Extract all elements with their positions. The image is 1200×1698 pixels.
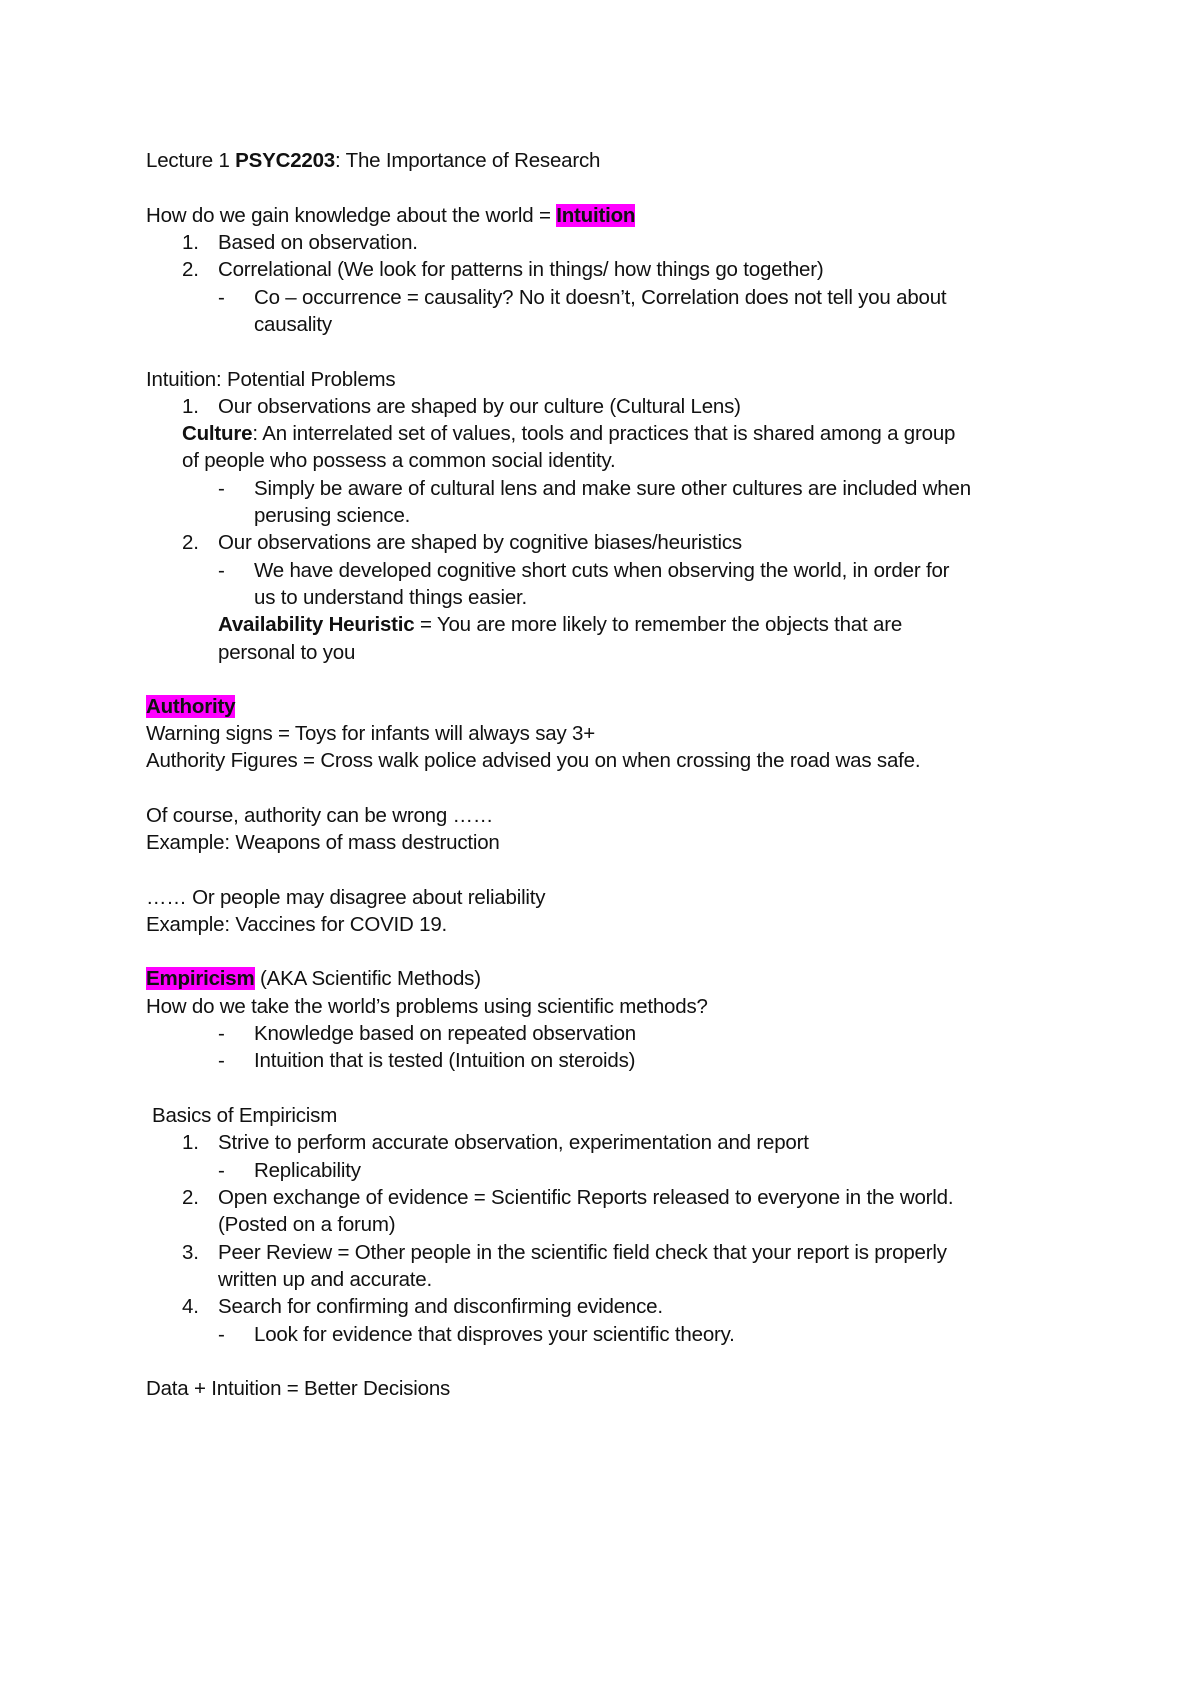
section-heading: Intuition: Potential Problems [146,368,396,391]
intuition-highlight: Intuition [556,204,636,227]
culture-definition [182,421,955,447]
list-item-continuation: (Posted on a forum) [218,1213,396,1236]
culture-definition-text: : An interrelated set of values, tools and practices that is shared among a group [252,422,956,445]
list-item [182,1294,663,1320]
dash-bullet: - [218,1323,225,1346]
dash-item-text: Knowledge based on repeated observation [254,1022,636,1045]
list-item [182,1240,947,1266]
list-number: 1. [182,1131,199,1154]
list-item-text: Our observations are shaped by our culture (Cultural Lens) [218,395,741,418]
empiricism-suffix: (AKA Scientific Methods) [254,967,481,990]
dash-item [218,1048,635,1074]
dash-bullet: - [218,286,225,309]
availability-text: = You are more likely to remember the objects that are [414,613,903,636]
dash-item-continuation: perusing science. [254,504,411,527]
list-item-text: Peer Review = Other people in the scientific field check that your report is properly [218,1241,947,1264]
dash-bullet: - [218,559,225,582]
dash-bullet: - [218,1022,225,1045]
list-number: 2. [182,1186,199,1209]
closing-line: Data + Intuition = Better Decisions [146,1377,451,1400]
list-number: 4. [182,1295,199,1318]
course-code: PSYC2203 [235,149,336,172]
dash-item [218,1322,735,1348]
dash-bullet: - [218,477,225,500]
dash-bullet: - [218,1049,225,1072]
list-item-text: Correlational (We look for patterns in things/ how things go together) [218,258,824,281]
availability-heuristic [218,612,902,638]
section-heading: Basics of Empiricism [152,1104,338,1127]
list-item-text: Strive to perform accurate observation, experimentation and report [218,1131,809,1154]
list-item [182,257,824,283]
dash-item-text: Simply be aware of cultural lens and make sure other cultures are included when [254,477,971,500]
text-line: …… Or people may disagree about reliability [146,886,546,909]
dash-item-continuation: causality [254,313,332,336]
dash-item [218,285,946,311]
text-line: How do we take the world’s problems using scientific methods? [146,995,708,1018]
dash-item [218,1158,361,1184]
list-item [182,530,742,556]
dash-item-text: Look for evidence that disproves your scientific theory. [254,1323,735,1346]
dash-item [218,558,949,584]
culture-definition-continuation: of people who possess a common social identity. [182,449,616,472]
text-line: Authority Figures = Cross walk police advised you on when crossing the road was safe. [146,749,921,772]
dash-item-text: Replicability [254,1159,361,1182]
dash-item [218,1021,636,1047]
text-line: Of course, authority can be wrong …… [146,804,494,827]
list-number: 1. [182,395,199,418]
text-line: Example: Vaccines for COVID 19. [146,913,448,936]
list-item-continuation: written up and accurate. [218,1268,432,1291]
intuition-lead [146,203,635,229]
empiricism-heading [146,966,481,992]
authority-heading [146,694,235,720]
list-item-text: Open exchange of evidence = Scientific Reports released to everyone in the world. [218,1186,954,1209]
list-number: 1. [182,231,199,254]
title-prefix: Lecture 1 [146,149,236,172]
text-line: Warning signs = Toys for infants will always say 3+ [146,722,595,745]
dash-bullet: - [218,1159,225,1182]
culture-term: Culture [182,422,253,445]
list-number: 2. [182,258,199,281]
title-suffix: : The Importance of Research [335,149,601,172]
text-line: Example: Weapons of mass destruction [146,831,500,854]
list-item-text: Search for confirming and disconfirming evidence. [218,1295,663,1318]
authority-highlight: Authority [146,695,236,718]
list-item [182,394,741,420]
list-number: 3. [182,1241,199,1264]
lecture-title [146,148,600,174]
list-item [182,1130,809,1156]
empiricism-highlight: Empiricism [146,967,255,990]
dash-item-continuation: us to understand things easier. [254,586,528,609]
availability-term: Availability Heuristic [218,613,415,636]
availability-continuation: personal to you [218,641,356,664]
intuition-lead-text: How do we gain knowledge about the world = [146,204,557,227]
list-number: 2. [182,531,199,554]
list-item-text: Our observations are shaped by cognitive biases/heuristics [218,531,742,554]
list-item [182,230,418,256]
list-item-text: Based on observation. [218,231,418,254]
dash-item-text: Co – occurrence = causality? No it doesn’t, Correlation does not tell you about [254,286,947,309]
list-item [182,1185,953,1211]
dash-item [218,476,971,502]
dash-item-text: We have developed cognitive short cuts when observing the world, in order for [254,559,950,582]
dash-item-text: Intuition that is tested (Intuition on steroids) [254,1049,636,1072]
